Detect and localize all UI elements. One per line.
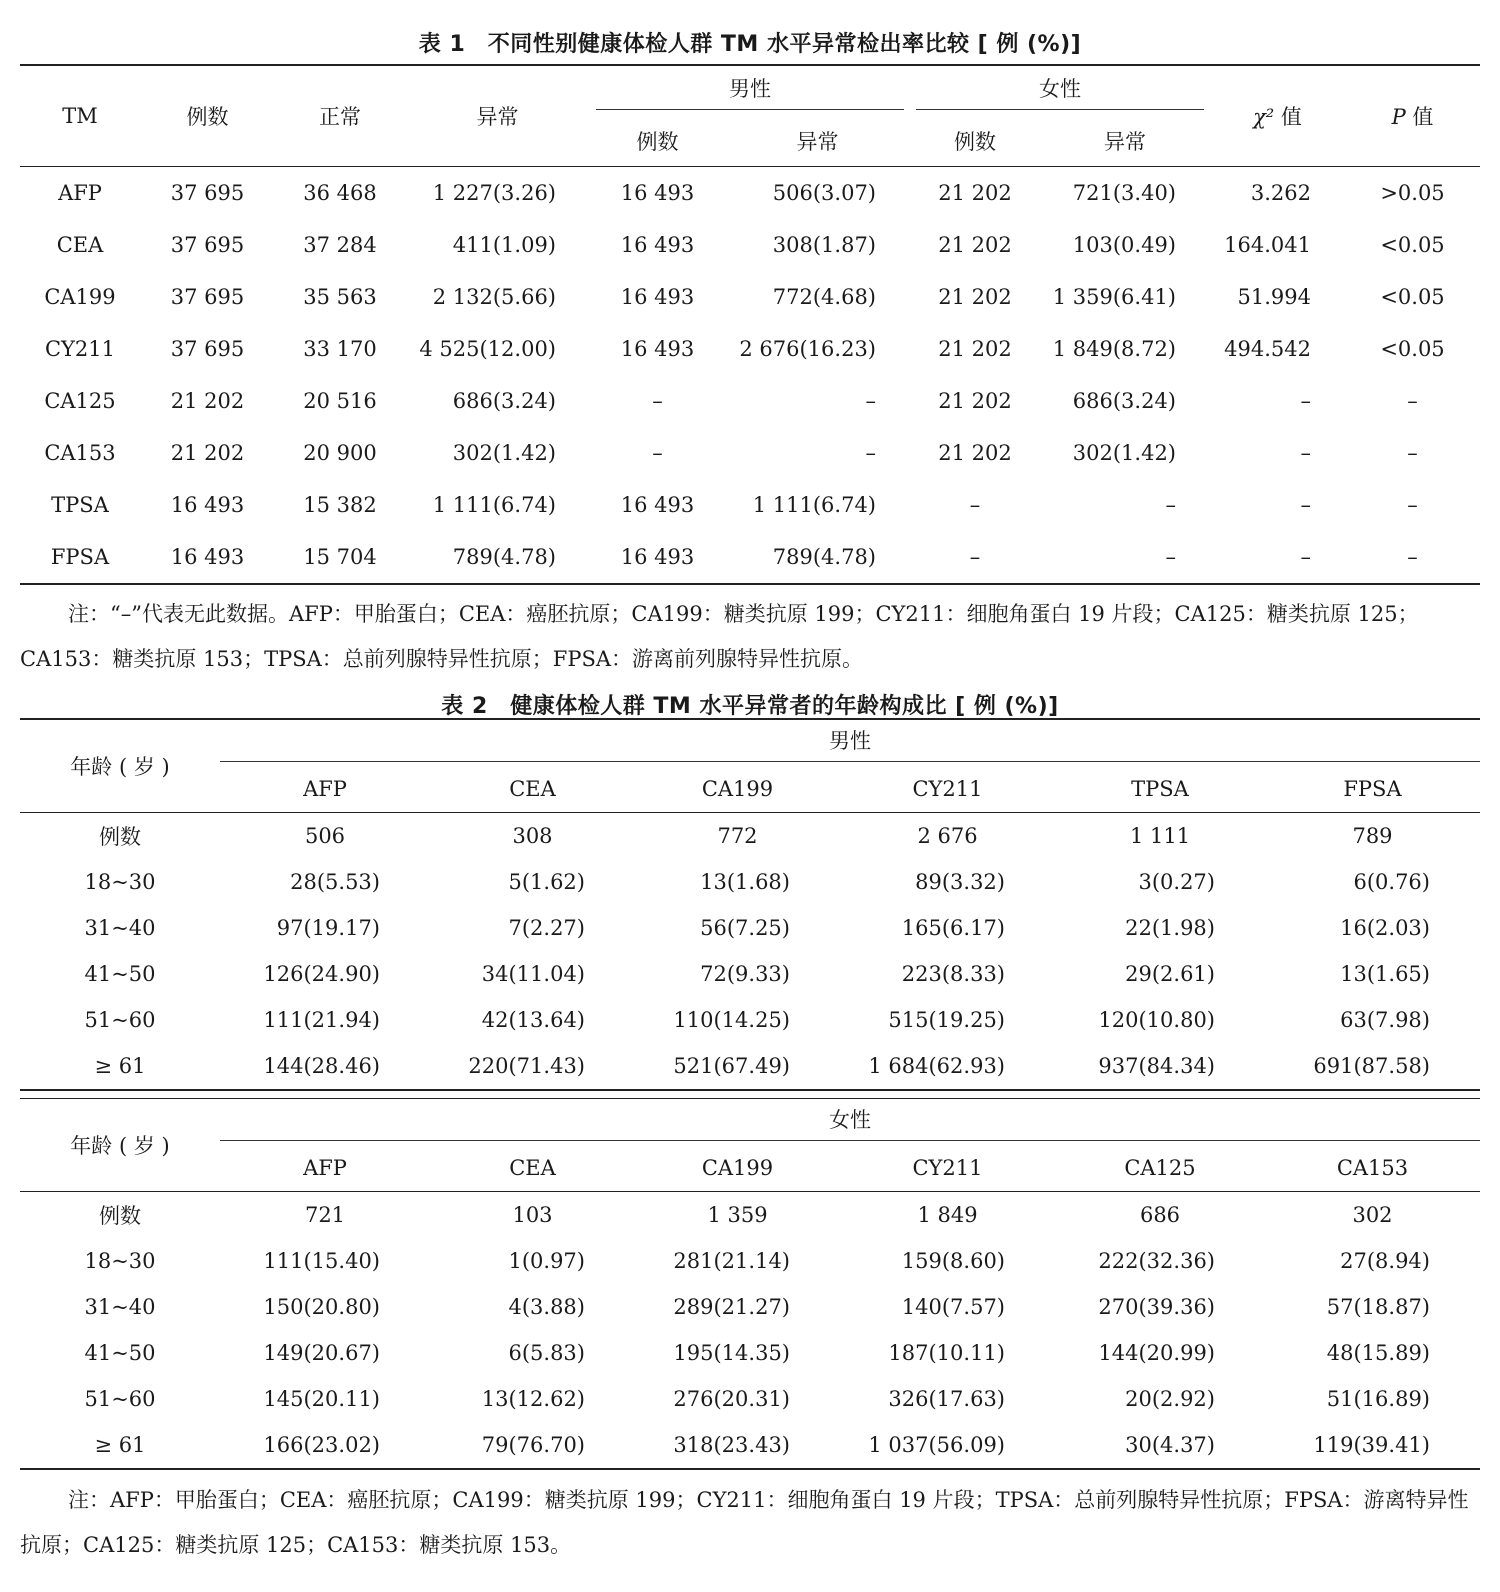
p-symbol: P [1391, 105, 1406, 129]
female-column-headers [20, 1145, 1480, 1192]
table2-cell: 4(3.88) [508, 1295, 585, 1319]
female-column-header: CA125 [1124, 1156, 1196, 1180]
table2-cell: 29(2.61) [1125, 962, 1215, 986]
male-column-header: CY211 [912, 777, 983, 801]
table1-cell: 21 202 [938, 285, 1012, 309]
table1-cell: 15 382 [303, 493, 377, 517]
table1-cell: 21 202 [170, 389, 245, 413]
table2-cell: 103 [512, 1203, 553, 1227]
age-group-cell: 18~30 [84, 870, 156, 894]
table2-cell: 515(19.25) [888, 1008, 1005, 1032]
table2-male [20, 718, 1480, 1091]
male-column-header: TPSA [1131, 777, 1189, 801]
table2-cell: 34(11.04) [481, 962, 585, 986]
female-age-header: 年龄 ( 岁 ) [70, 1134, 170, 1158]
table1-cell: – [1407, 389, 1418, 413]
male-column-header: CA199 [701, 777, 774, 801]
header-cases: 例数 [186, 105, 229, 129]
male-column-header: AFP [303, 777, 347, 801]
table2-cell: 126(24.90) [263, 962, 380, 986]
table1-row [20, 219, 1480, 271]
table2-cell: 140(7.57) [901, 1295, 1005, 1319]
table2-cell: 13(1.68) [700, 870, 790, 894]
age-group-cell: ≥ 61 [94, 1433, 146, 1457]
table1-cell: 20 516 [303, 389, 377, 413]
age-group-cell: 例数 [99, 1204, 141, 1228]
table1-cell: 789(4.78) [452, 545, 556, 569]
table1-cell: 16 493 [170, 545, 245, 569]
table1-cell: 16 493 [620, 493, 695, 517]
header-chi-square [1210, 66, 1345, 167]
table2-cell: 187(10.11) [888, 1341, 1005, 1365]
table2-cell: 789 [1352, 824, 1393, 848]
table2-cell: 119(39.41) [1313, 1433, 1430, 1457]
table2-cell: 937(84.34) [1098, 1054, 1215, 1078]
table1 [20, 64, 1480, 585]
table2-cell: 1 111 [1129, 824, 1191, 848]
table2-cell: 20(2.92) [1125, 1387, 1215, 1411]
table1-cell: 16 493 [620, 285, 695, 309]
table2-cell: 326(17.63) [888, 1387, 1005, 1411]
tm-marker-cell: CA125 [44, 389, 116, 413]
table1-cell: <0.05 [1380, 285, 1445, 309]
female-age-row [20, 1330, 1480, 1376]
p-suffix: 值 [1405, 105, 1434, 129]
table2-cell: 721 [304, 1203, 346, 1227]
tm-marker-cell: AFP [58, 181, 102, 205]
table1-cell: 16 493 [170, 493, 245, 517]
table1-cell: 16 493 [620, 545, 695, 569]
table1-cell: 33 170 [303, 337, 377, 361]
table2-cell: 1 037(56.09) [868, 1433, 1005, 1457]
table1-cell: 721(3.40) [1072, 181, 1176, 205]
table1-row [20, 479, 1480, 531]
table1-cell: – [1300, 493, 1311, 517]
age-group-cell: 31~40 [84, 1295, 156, 1319]
table2-cell: 1 684(62.93) [868, 1054, 1005, 1078]
table1-cell: – [1407, 441, 1418, 465]
table1-cell: <0.05 [1380, 337, 1445, 361]
table1-cell: 21 202 [938, 337, 1012, 361]
table1-cell: 772(4.68) [772, 285, 876, 309]
table1-cell: – [652, 441, 663, 465]
table2-cell: 22(1.98) [1125, 916, 1215, 940]
table2-cell: 89(3.32) [915, 870, 1005, 894]
female-age-row [20, 1284, 1480, 1330]
table2-cell: 270(39.36) [1098, 1295, 1215, 1319]
female-column-header: CA153 [1336, 1156, 1409, 1180]
table1-cell: – [1165, 545, 1176, 569]
female-age-row [20, 1376, 1480, 1422]
male-age-row [20, 859, 1480, 905]
table1-cell: 37 284 [303, 233, 377, 257]
table1-cell: – [969, 493, 981, 517]
male-age-header: 年龄 ( 岁 ) [70, 755, 170, 779]
table2-cell: 57(18.87) [1326, 1295, 1430, 1319]
table1-cell: 506(3.07) [772, 181, 876, 205]
table2-cell: 289(21.27) [673, 1295, 790, 1319]
table2-cell: 13(1.65) [1340, 962, 1430, 986]
table2-cell: 159(8.60) [901, 1249, 1005, 1273]
chi-suffix: 值 [1274, 105, 1302, 129]
tm-marker-cell: CY211 [44, 337, 115, 361]
table2-cell: 145(20.11) [263, 1387, 380, 1411]
table1-cell: 686(3.24) [1072, 389, 1176, 413]
tm-marker-cell: FPSA [50, 545, 110, 569]
table2-cell: 56(7.25) [700, 916, 790, 940]
header-male-label: 男性 [596, 73, 904, 110]
header-female-cases: 例数 [954, 130, 996, 154]
table2-cell: 1(0.97) [508, 1249, 585, 1273]
table2-cell: 27(8.94) [1340, 1249, 1430, 1273]
header-tm: TM [62, 104, 98, 128]
table1-cell: 16 493 [620, 233, 695, 257]
table2-cell: 63(7.98) [1340, 1008, 1430, 1032]
table1-cell: 494.542 [1224, 337, 1311, 361]
male-age-row [20, 997, 1480, 1043]
header-female-abnormal: 异常 [1104, 130, 1146, 154]
table2-cell: 318(23.43) [673, 1433, 790, 1457]
table1-cell: – [865, 389, 876, 413]
header-normal: 正常 [319, 105, 361, 129]
female-column-header: CEA [509, 1156, 556, 1180]
age-group-cell: 例数 [99, 825, 141, 849]
age-group-cell: 51~60 [84, 1008, 156, 1032]
table1-cell: – [1407, 545, 1418, 569]
table2-cell: 42(13.64) [481, 1008, 585, 1032]
female-age-row [20, 1422, 1480, 1469]
table1-cell: 411(1.09) [452, 233, 556, 257]
table2-caption: 表 2 健康体检人群 TM 水平异常者的年龄构成比 [ 例 (%)] [441, 694, 1059, 719]
table2-cell: 6(0.76) [1353, 870, 1430, 894]
table1-cell: 51.994 [1237, 285, 1311, 309]
table2-cell: 686 [1139, 1203, 1181, 1227]
table2-cell: 97(19.17) [276, 916, 380, 940]
table1-cell: 164.041 [1224, 233, 1311, 257]
age-group-cell: 41~50 [84, 1341, 156, 1365]
female-column-header: CA199 [701, 1156, 774, 1180]
table2-cell: 13(12.62) [481, 1387, 585, 1411]
table2-cell: 149(20.67) [263, 1341, 380, 1365]
table1-cell: – [865, 441, 876, 465]
table1-cell: 1 111(6.74) [752, 493, 876, 517]
age-group-cell: 31~40 [84, 916, 156, 940]
table2-cell: 150(20.80) [263, 1295, 380, 1319]
female-sex-label: 女性 [220, 1104, 1480, 1141]
female-column-header: AFP [303, 1156, 347, 1180]
table1-cell: 789(4.78) [772, 545, 876, 569]
table2-note: 注：AFP：甲胎蛋白；CEA：癌胚抗原；CA199：糖类抗原 199；CY211：细胞角蛋白 19 片段；TPSA：总前列腺特异性抗原；FPSA：游离特异性抗原；CA125：糖类抗原 125；CA153：糖类抗原 153。 [20, 1488, 1469, 1557]
table1-cell: 21 202 [938, 233, 1012, 257]
male-age-row [20, 905, 1480, 951]
age-group-cell: 51~60 [84, 1387, 156, 1411]
table1-cell: 15 704 [303, 545, 377, 569]
header-female-group [910, 66, 1210, 116]
table1-cell: 302(1.42) [452, 441, 556, 465]
table2-cell: 144(20.99) [1098, 1341, 1215, 1365]
table1-cell: >0.05 [1380, 181, 1445, 205]
table1-cell: 37 695 [170, 285, 245, 309]
table2-cell: 111(15.40) [263, 1249, 380, 1273]
male-age-row [20, 1043, 1480, 1090]
table1-cell: 16 493 [620, 337, 695, 361]
female-age-row [20, 1192, 1480, 1238]
header-male-group [590, 66, 910, 116]
header-male-cases: 例数 [636, 130, 679, 154]
table1-cell: 308(1.87) [772, 233, 876, 257]
table2-cell: 195(14.35) [673, 1341, 790, 1365]
header-abnormal: 异常 [476, 105, 519, 129]
table2-cell: 7(2.27) [508, 916, 585, 940]
table1-cell: 1 849(8.72) [1052, 337, 1176, 361]
table1-row [20, 427, 1480, 479]
table1-cell: 37 695 [170, 233, 245, 257]
tm-marker-cell: TPSA [51, 493, 109, 517]
table2-cell: 6(5.83) [508, 1341, 585, 1365]
table2-cell: 110(14.25) [673, 1008, 790, 1032]
tm-marker-cell: CEA [56, 233, 104, 257]
table1-cell: 35 563 [303, 285, 377, 309]
table2-cell: 144(28.46) [263, 1054, 380, 1078]
table1-cell: 37 695 [170, 337, 245, 361]
tm-marker-cell: CA199 [44, 285, 116, 309]
table1-cell: 2 132(5.66) [432, 285, 556, 309]
table1-row [20, 271, 1480, 323]
table2-cell: 5(1.62) [508, 870, 585, 894]
table1-cell: – [1407, 493, 1418, 517]
chi-symbol: χ² [1253, 105, 1275, 129]
table2-cell: 276(20.31) [673, 1387, 790, 1411]
table2-cell: 48(15.89) [1326, 1341, 1430, 1365]
table2-cell: 222(32.36) [1098, 1249, 1215, 1273]
table1-cell: 21 202 [938, 389, 1012, 413]
table1-cell: 2 676(16.23) [739, 337, 876, 361]
table2-cell: 1 359 [707, 1203, 768, 1227]
table1-cell: 21 202 [938, 441, 1012, 465]
male-sex-header [220, 720, 1480, 766]
table2-cell: 28(5.53) [290, 870, 380, 894]
table2-cell: 521(67.49) [673, 1054, 790, 1078]
table1-caption: 表 1 不同性别健康体检人群 TM 水平异常检出率比较 [ 例 (%)] [418, 32, 1082, 57]
table1-cell: – [969, 545, 981, 569]
table2-cell: 308 [512, 824, 553, 848]
table2-cell: 165(6.17) [901, 916, 1005, 940]
table2-cell: 302 [1352, 1203, 1393, 1227]
male-column-header: FPSA [1343, 777, 1402, 801]
table1-row [20, 375, 1480, 427]
table1-cell: 20 900 [303, 441, 377, 465]
table1-cell: 686(3.24) [452, 389, 556, 413]
table1-cell: 3.262 [1250, 181, 1311, 205]
header-p-value [1345, 66, 1480, 167]
male-age-row [20, 951, 1480, 997]
table1-cell: 4 525(12.00) [419, 337, 556, 361]
male-column-headers [20, 766, 1480, 813]
table2-cell: 223(8.33) [901, 962, 1005, 986]
table2-cell: 220(71.43) [468, 1054, 585, 1078]
table2-cell: 30(4.37) [1125, 1433, 1215, 1457]
header-male-abnormal: 异常 [796, 130, 839, 154]
table2-cell: 120(10.80) [1098, 1008, 1215, 1032]
table2-cell: 2 676 [917, 824, 978, 848]
female-column-header: CY211 [912, 1156, 983, 1180]
table1-cell: 21 202 [938, 181, 1012, 205]
table2-cell: 79(76.70) [481, 1433, 585, 1457]
table1-row [20, 323, 1480, 375]
age-group-cell: 41~50 [84, 962, 156, 986]
table1-cell: – [1300, 545, 1311, 569]
table1-cell: – [652, 389, 663, 413]
table1-cell: 36 468 [303, 181, 377, 205]
table1-cell: – [1300, 389, 1311, 413]
table1-cell: 1 359(6.41) [1052, 285, 1176, 309]
age-group-cell: ≥ 61 [94, 1054, 146, 1078]
male-age-row [20, 813, 1480, 859]
table1-cell: 21 202 [170, 441, 245, 465]
female-sex-header [220, 1099, 1480, 1145]
table1-cell: 302(1.42) [1072, 441, 1176, 465]
table2-cell: 3(0.27) [1138, 870, 1215, 894]
table1-cell: 16 493 [620, 181, 695, 205]
table1-cell: 37 695 [170, 181, 245, 205]
table2-cell: 16(2.03) [1340, 916, 1430, 940]
table1-cell: 103(0.49) [1072, 233, 1176, 257]
table2-cell: 1 849 [917, 1203, 978, 1227]
table1-cell: – [1165, 493, 1176, 517]
table1-row [20, 531, 1480, 584]
table1-note: 注：“–”代表无此数据。AFP：甲胎蛋白；CEA：癌胚抗原；CA199：糖类抗原 199；CY211：细胞角蛋白 19 片段；CA125：糖类抗原 125；CA153：糖类抗原 153；TPSA：总前列腺特异性抗原；FPSA：游离前列腺特异性抗原。 [20, 602, 1419, 671]
age-group-cell: 18~30 [84, 1249, 156, 1273]
tm-marker-cell: CA153 [44, 441, 116, 465]
table2-cell: 166(23.02) [263, 1433, 380, 1457]
table2-cell: 281(21.14) [673, 1249, 790, 1273]
table2-female [20, 1098, 1480, 1470]
table2-cell: 111(21.94) [263, 1008, 380, 1032]
table2-cell: 772 [717, 824, 758, 848]
table1-row [20, 167, 1480, 219]
table1-cell: – [1300, 441, 1311, 465]
table1-cell: <0.05 [1380, 233, 1445, 257]
table2-cell: 506 [304, 824, 346, 848]
male-column-header: CEA [509, 777, 556, 801]
male-sex-label: 男性 [220, 725, 1480, 762]
table2-cell: 51(16.89) [1326, 1387, 1430, 1411]
table1-cell: 1 111(6.74) [432, 493, 556, 517]
table2-cell: 72(9.33) [700, 962, 790, 986]
header-female-label: 女性 [916, 73, 1204, 110]
table1-cell: 1 227(3.26) [432, 181, 556, 205]
female-age-row [20, 1238, 1480, 1284]
table2-cell: 691(87.58) [1313, 1054, 1430, 1078]
